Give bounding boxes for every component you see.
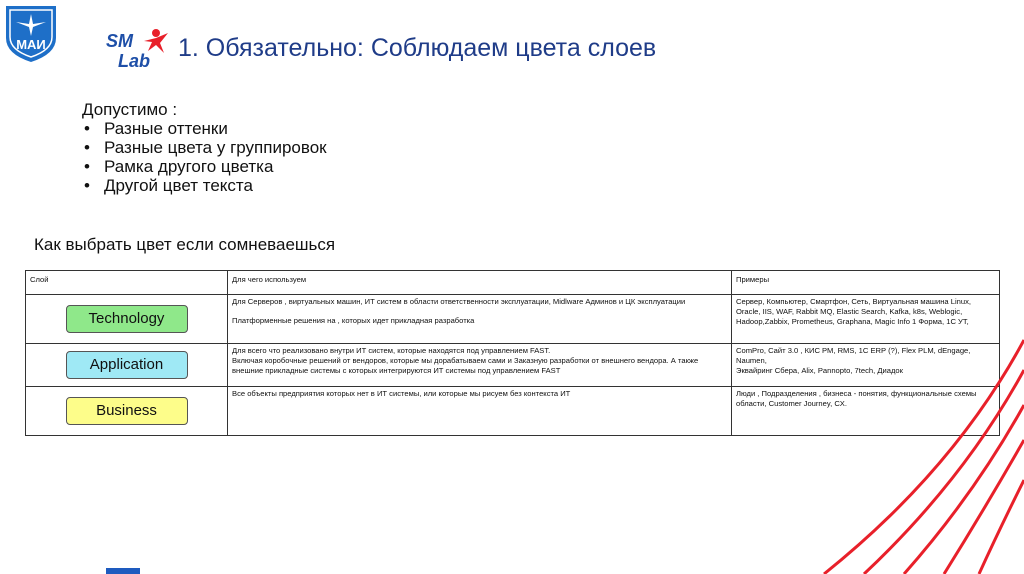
allowed-item: • Разные оттенки — [82, 119, 327, 138]
allowed-item: • Рамка другого цветка — [82, 157, 327, 176]
mai-logo-text: МАИ — [16, 37, 46, 52]
layer-cell — [26, 295, 228, 344]
application-layer-swatch: Application — [66, 351, 188, 379]
purpose-text: Платформенные решения на , которых идет прикладная разработка — [232, 316, 475, 325]
smlab-logo-lab: Lab — [118, 51, 151, 71]
purpose-cell: Все объекты предприятия которых нет в ИТ системы, или которые мы рисуем без контекста ИТ — [228, 387, 732, 436]
allowed-item: • Другой цвет текста — [82, 176, 327, 195]
bottom-accent-bar — [106, 568, 140, 574]
header-examples: Примеры — [732, 271, 1000, 295]
purpose-cell — [228, 344, 732, 387]
allowed-heading: Допустимо : — [82, 100, 178, 119]
examples-cell: Люди , Подразделения , бизнеса - понятия, функциональные схемы области, Customer Journey, CX. — [732, 387, 1000, 436]
purpose-text: Включая коробочные решений от вендоров, которые мы дорабатываем сами и Заказную разработки от внешнего вендора. А также внешние прикладные системы с которых интегрируются ИТ системы под управлением FAST — [232, 356, 699, 375]
examples-text: Эквайринг Сбера, Alix, Pannopto, 7tech, Диадок — [736, 366, 903, 375]
layer-cell — [26, 387, 228, 436]
header-purpose: Для чего используем — [228, 271, 732, 295]
examples-text: ComPro, Сайт 3.0 , КИС РМ, RMS, 1С ERP (?), Flex PLM, dEngage, Naumen, — [736, 346, 971, 365]
how-to-choose-heading: Как выбрать цвет если сомневаешься — [34, 235, 336, 254]
mai-logo — [2, 2, 60, 64]
allowed-item: • Разные цвета у группировок — [82, 138, 327, 157]
slide-title: 1. Обязательно: Соблюдаем цвета слоев — [178, 34, 657, 62]
purpose-cell — [228, 295, 732, 344]
decorative-red-lines — [784, 0, 1024, 574]
header-layer: Слой — [26, 271, 228, 295]
purpose-text: Для Серверов , виртуальных машин, ИТ систем в области ответственности эксплуатации, Midlware Админов и ЦК эксплуатации — [232, 297, 686, 306]
smlab-logo — [104, 27, 174, 73]
smlab-logo-sm: SM — [106, 31, 133, 51]
layer-cell — [26, 344, 228, 387]
business-layer-swatch: Business — [66, 397, 188, 425]
purpose-text: Для всего что реализовано внутри ИТ систем, которые находятся под управлением FAST. — [232, 346, 551, 355]
technology-layer-swatch: Technology — [66, 305, 188, 333]
allowed-list — [82, 100, 327, 195]
examples-cell: Сервер, Компьютер, Смартфон, Сеть, Виртуальная машина Linux, Oracle, IIS, WAF, Rabbit MQ, Elastic Search, Kafka, k8s, Weblogic, Hadoop,Zabbix, Prometheus, Graphana, Magic Info 1 Форма, 1С УТ, — [732, 295, 1000, 344]
